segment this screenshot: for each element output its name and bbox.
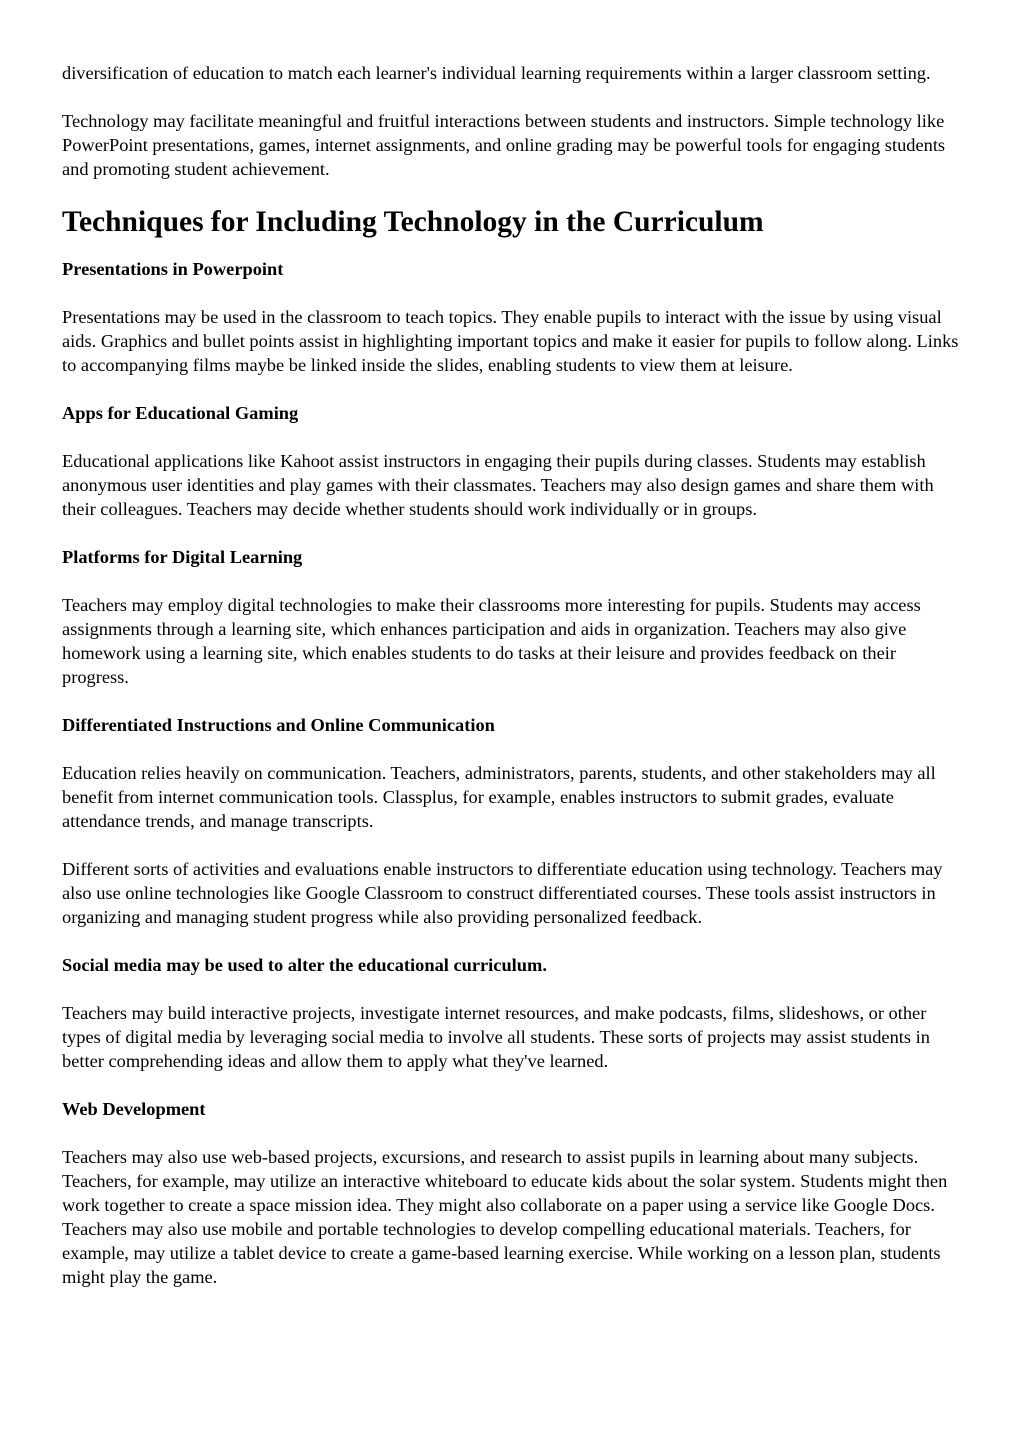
section-paragraph-communication-1: Education relies heavily on communication. Teachers, administrators, parents, students, and other stakeholders may all benefit from internet communication tools. Classplus, for example, enables instructors to submit grades, evaluate attendance trends, and manage transcripts.: [62, 763, 936, 831]
section-paragraph-communication-2: Different sorts of activities and evaluations enable instructors to differentiate education using technology. Teachers may also use online technologies like Google Classroom to construct differentiated courses. These tools assist instructors in organizing and managing student progress while also providing personalized feedback.: [62, 859, 943, 927]
main-heading: Techniques for Including Technology in the Curriculum: [62, 206, 764, 238]
section-paragraph-digital-learning: Teachers may employ digital technologies to make their classrooms more interesting for pupils. Students may access assignments through a learning site, which enhances participation and aids in organization. Teachers may also give homework using a learning site, which enables students to do tasks at their leisure and provides feedback on their progress.: [62, 595, 921, 687]
section-heading-communication: Differentiated Instructions and Online Communication: [62, 715, 495, 735]
section-paragraph-web-development: Teachers may also use web-based projects, excursions, and research to assist pupils in learning about many subjects. Teachers, for example, may utilize an interactive whiteboard to educate kids about the solar system. Students might then work together to create a space mission idea. They might also collaborate on a paper using a service like Google Docs. Teachers may also use mobile and portable technologies to develop compelling educational materials. Teachers, for example, may utilize a tablet device to create a game-based learning exercise. While working on a lesson plan, students might play the game.: [62, 1147, 948, 1287]
section-heading-digital-learning: Platforms for Digital Learning: [62, 547, 303, 567]
section-heading-social-media: Social media may be used to alter the educational curriculum.: [62, 955, 547, 975]
section-heading-powerpoint: Presentations in Powerpoint: [62, 259, 284, 279]
section-heading-web-development: Web Development: [62, 1099, 206, 1119]
section-paragraph-powerpoint: Presentations may be used in the classroom to teach topics. They enable pupils to interact with the issue by using visual aids. Graphics and bullet points assist in highlighting important topics and make it easier for pupils to follow along. Links to accompanying films maybe be linked inside the slides, enabling students to view them at leisure.: [62, 307, 959, 375]
document-page: [62, 61, 962, 1313]
section-paragraph-gaming: Educational applications like Kahoot assist instructors in engaging their pupils during classes. Students may establish anonymous user identities and play games with their classmates. Teachers may also design games and share them with their colleagues. Teachers may decide whether students should work individually or in groups.: [62, 451, 934, 519]
intro-paragraph-2: Technology may facilitate meaningful and fruitful interactions between students and instructors. Simple technology like PowerPoint presentations, games, internet assignments, and online grading may be powerful tools for engaging students and promoting student achievement.: [62, 111, 946, 179]
section-paragraph-social-media: Teachers may build interactive projects, investigate internet resources, and make podcasts, films, slideshows, or other types of digital media by leveraging social media to involve all students. These sorts of projects may assist students in better comprehending ideas and allow them to apply what they've learned.: [62, 1003, 930, 1071]
section-heading-gaming: Apps for Educational Gaming: [62, 403, 299, 423]
intro-paragraph-1: diversification of education to match each learner's individual learning requirements within a larger classroom setting.: [62, 63, 931, 83]
